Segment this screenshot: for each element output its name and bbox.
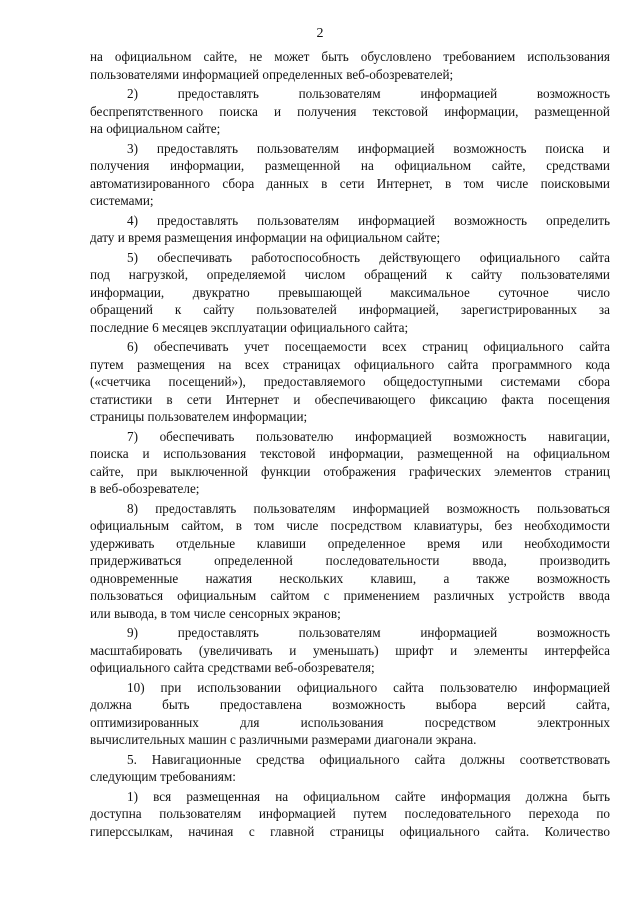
text-line: путем размещения на всех страницах официального сайта программного кода — [90, 356, 610, 372]
text-line: дату и время размещения информации на официальном сайте; — [90, 230, 441, 245]
text-line: 6) обеспечивать учет посещаемости всех страниц официального сайта — [127, 339, 610, 354]
text-line: пользоваться официальным сайтом с применением различных устройств ввода — [90, 588, 610, 603]
paragraph — [90, 500, 610, 623]
text-line: гиперссылкам, начиная с главной страницы официального сайта. Количество — [90, 823, 610, 839]
text-line: под нагрузкой, определяемой числом обращений к сайту пользователями — [90, 267, 610, 282]
page-number: 2 — [316, 26, 324, 41]
text-line: системами; — [90, 193, 154, 208]
paragraph — [90, 212, 610, 247]
paragraph — [90, 140, 610, 210]
paragraph — [90, 624, 610, 677]
text-line: 2) предоставлять пользователям информацией возможность — [127, 86, 610, 101]
text-line: статистики в сети Интернет и обеспечивающего фиксацию факта посещения — [90, 391, 610, 407]
paragraph — [90, 788, 610, 841]
document-body — [90, 48, 610, 842]
text-line: официальным сайтом, в том числе посредством клавиатуры, без необходимости — [90, 518, 610, 533]
text-line: или вывода, в том числе сенсорных экранов; — [90, 605, 341, 621]
text-line: удерживать отдельные клавиши определенное время или необходимости — [90, 535, 610, 551]
text-line: 5. Навигационные средства официального сайта должны соответствовать — [127, 751, 610, 767]
text-line: одновременные нажатия нескольких клавиш, а также возможность — [90, 570, 610, 586]
text-line: обращений к сайту пользователей информацией, зарегистрированных за — [90, 302, 610, 317]
text-line: 3) предоставлять пользователям информацией возможность поиска и — [127, 140, 610, 156]
text-line: страницы пользователем информации; — [90, 409, 308, 424]
text-line: получения информации, размещенной на официальном сайте, средствами — [90, 158, 610, 173]
text-line: официального сайта средствами веб-обозревателя; — [90, 660, 375, 675]
paragraph — [90, 85, 610, 138]
text-line: автоматизированного сбора данных в сети Интернет, в том числе поисковыми — [90, 175, 610, 191]
text-line: 8) предоставлять пользователям информацией возможность пользоваться — [127, 500, 610, 516]
paragraph — [90, 679, 610, 749]
text-line: пользователями информацией определенных веб-обозревателей; — [90, 66, 454, 82]
paragraph — [90, 751, 610, 786]
text-line: доступна пользователям информацией путем последовательного перехода по — [90, 806, 610, 821]
text-line: придерживаться определенной последовательности ввода, производить — [90, 553, 610, 568]
text-line: 10) при использовании официального сайта пользователю информацией — [127, 679, 610, 695]
text-line: 7) обеспечивать пользователю информацией возможность навигации, — [127, 428, 610, 444]
text-line: на официальном сайте, не может быть обусловлено требованием использования — [90, 49, 610, 64]
text-line: вычислительных машин с различными размерами диагонали экрана. — [90, 732, 477, 747]
paragraph — [90, 249, 610, 337]
text-line: последние 6 месяцев эксплуатации официального сайта; — [90, 319, 409, 335]
paragraph — [90, 428, 610, 498]
text-line: должна быть предоставлена возможность выбора версий сайта, — [90, 697, 610, 712]
text-line: информации, двукратно превышающей максимальное суточное число — [90, 284, 610, 300]
paragraph — [90, 338, 610, 426]
text-line: 9) предоставлять пользователям информацией возможность — [127, 625, 610, 640]
text-line: поиска и использования текстовой информации, размещенной на официальном — [90, 446, 610, 461]
text-line: на официальном сайте; — [90, 121, 221, 136]
paragraph — [90, 48, 610, 83]
text-line: беспрепятственного поиска и получения текстовой информации, размещенной — [90, 103, 610, 119]
text-line: масштабировать (увеличивать и уменьшать) шрифт и элементы интерфейса — [90, 642, 610, 658]
text-line: сайте, при выключенной функции отображения графических элементов страниц — [90, 463, 610, 479]
text-line: в веб-обозревателе; — [90, 481, 200, 496]
text-line: 4) предоставлять пользователям информацией возможность определить — [127, 212, 610, 228]
text-line: 5) обеспечивать работоспособность действующего официального сайта — [127, 249, 610, 265]
text-line: следующим требованиям: — [90, 769, 236, 784]
text-line: оптимизированных для использования посредством электронных — [90, 714, 610, 730]
text-line: («счетчика посещений»), предоставляемого общедоступными системами сбора — [90, 374, 610, 389]
text-line: 1) вся размещенная на официальном сайте информация должна быть — [127, 788, 610, 804]
